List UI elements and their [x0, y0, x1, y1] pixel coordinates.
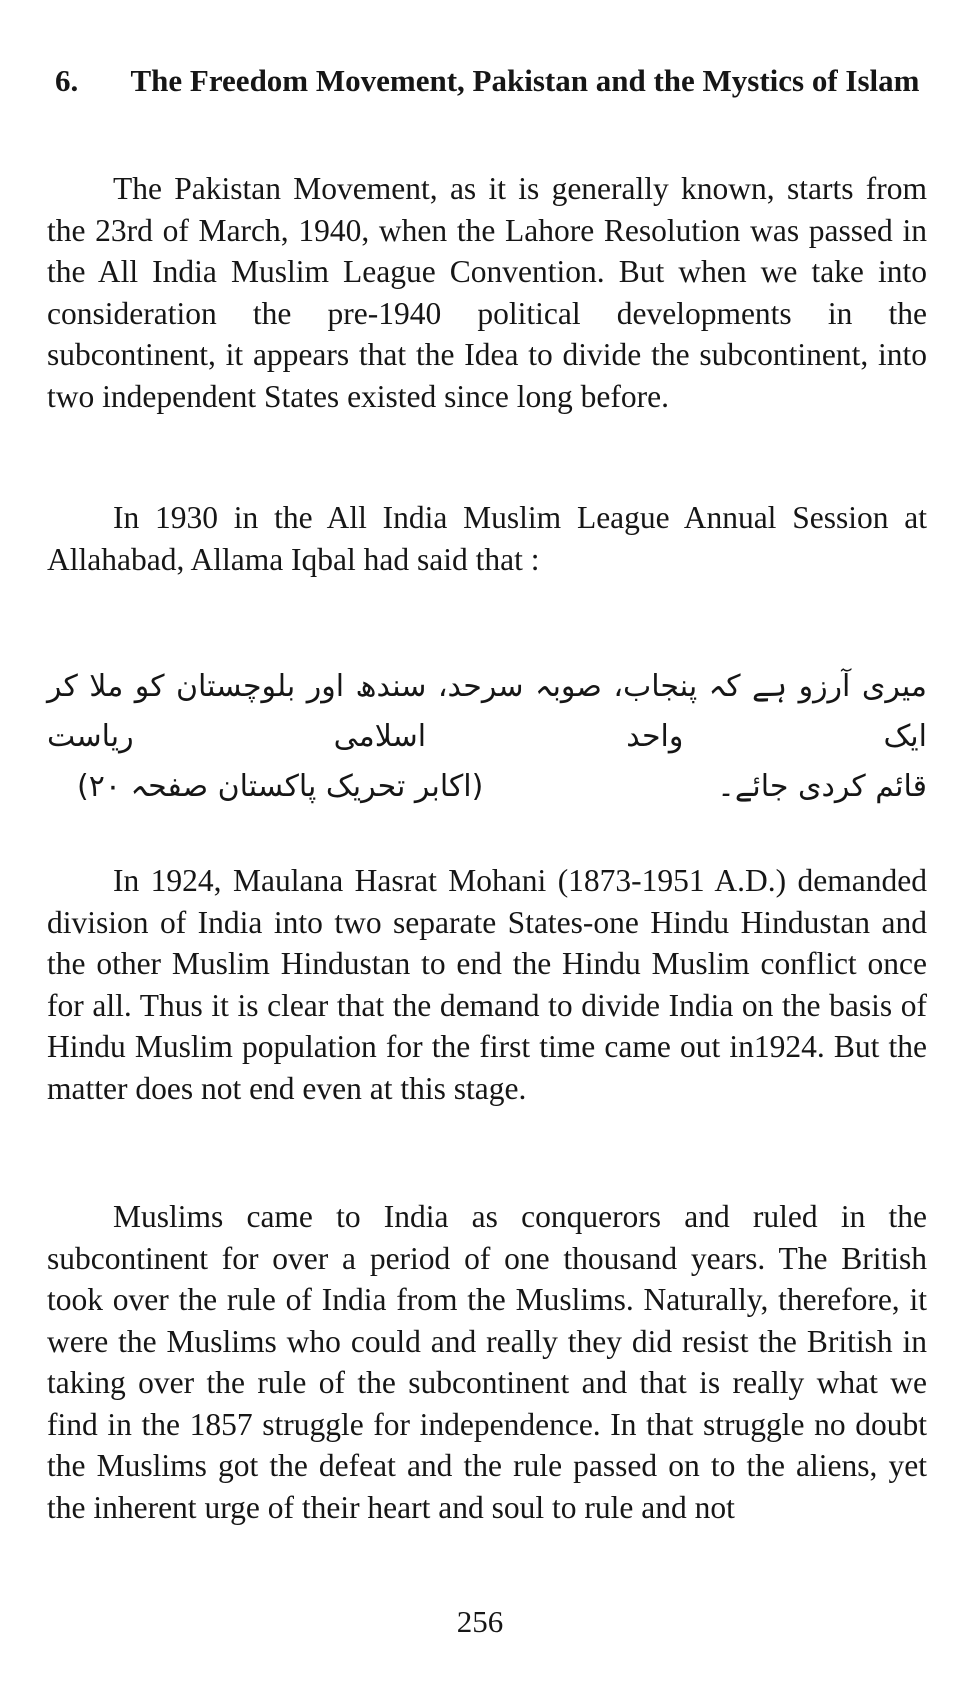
urdu-quote-line-2 [47, 762, 927, 812]
chapter-number: 6. [55, 63, 79, 98]
chapter-title: The Freedom Movement, Pakistan and the Mystics of Islam [130, 63, 920, 98]
urdu-citation: (اکابر تحریک پاکستان صفحہ ۲۰) [77, 769, 484, 804]
chapter-heading [55, 60, 925, 101]
paragraph-muslims-conquerors: Muslims came to India as conquerors and ruled in the subcontinent for over a period of one thousand years. The British took over the rule of India from the Muslims. Naturally, therefore, it were the Muslims who could and really they did resist the British in taking over the rule of the subcontinent and that is really what we find in the 1857 struggle for independence. In that struggle no doubt the Muslims got the defeat and the rule passed on to the aliens, yet the inherent urge of their heart and soul to rule and not [47, 1199, 927, 1525]
paragraph-hasrat-mohani: In 1924, Maulana Hasrat Mohani (1873-1951 A.D.) demanded division of India into two separate States-one Hindu Hindustan and the other Muslim Hindustan to end the Hindu Muslim conflict once for all. Thus it is clear that the demand to divide India on the basis of Hindu Muslim population for the first time came out in1924. But the matter does not end even at this stage. [47, 863, 927, 1106]
urdu-quote-ending: قائم کردی جائے۔ [717, 769, 927, 804]
paragraph-pakistan-movement: The Pakistan Movement, as it is generally known, starts from the 23rd of March, 1940, when the Lahore Resolution was passed in the All India Muslim League Convention. But when we take into consideration the pre-1940 political developments in the subcontinent, it appears that the Idea to divide the subcontinent, into two independent States existed since long before. [47, 171, 927, 414]
paragraph-iqbal-allahabad: In 1930 in the All India Muslim League Annual Session at Allahabad, Allama Iqbal had said that : [47, 500, 927, 577]
urdu-quotation [47, 662, 927, 812]
urdu-quote-line-1: میری آرزو ہے کہ پنجاب، صوبہ سرحد، سندھ اور بلوچستان کو ملا کر ایک واحد اسلامی ریاست [47, 669, 927, 754]
page-number: 256 [456, 1604, 504, 1639]
